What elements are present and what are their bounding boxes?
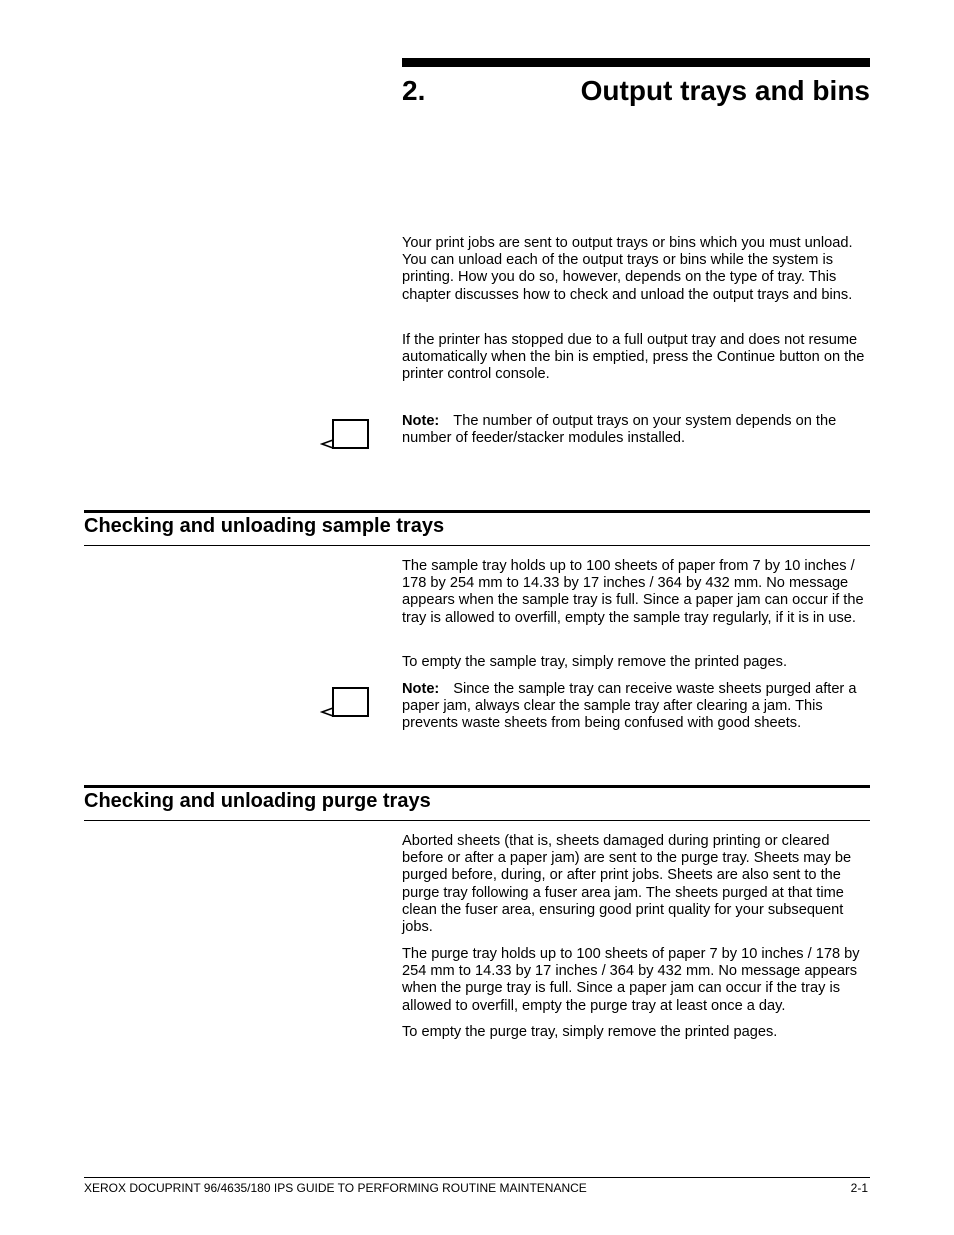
chapter-title: Output trays and bins (580, 75, 870, 106)
chapter-number: 2. (402, 75, 426, 106)
chapter-top-rule (402, 58, 870, 67)
section-heading-purge-trays: Checking and unloading purge trays (84, 790, 431, 812)
section-rule-top (84, 785, 870, 788)
note-text: The number of output trays on your system depends on the number of feeder/stacker modules installed. (402, 413, 837, 447)
footer-document-title: XEROX DOCUPRINT 96/4635/180 IPS GUIDE TO PERFORMING ROUTINE MAINTENANCE (84, 1181, 587, 1195)
purge-paragraph-3: To empty the purge tray, simply remove the printed pages. (402, 1024, 778, 1040)
sample-paragraph-2: To empty the sample tray, simply remove the printed pages. (402, 654, 788, 670)
sample-note (402, 681, 872, 733)
sample-paragraph-1: The sample tray holds up to 100 sheets of paper from 7 by 10 inches / 178 by 254 mm to 14.33 by 17 inches / 364 by 432 mm. No message appears when the sample tray is full. Since a paper jam can occur if the tray is allowed to overfill, empty the sample tray regularly, if it is in use. (402, 558, 864, 626)
note-icon (320, 418, 370, 450)
footer-rule (84, 1177, 870, 1178)
section-heading-sample-trays: Checking and unloading sample trays (84, 515, 445, 537)
footer-page-number: 2-1 (850, 1181, 868, 1195)
note-icon (320, 686, 370, 718)
section-rule-bottom (84, 820, 870, 821)
note-label: Note: (402, 413, 440, 429)
intro-paragraph-2: If the printer has stopped due to a full output tray and does not resume automatically when the bin is emptied, press the Continue button on the printer control console. (402, 332, 865, 383)
note-label: Note: (402, 681, 440, 697)
section-rule-bottom (84, 545, 870, 546)
section-rule-top (84, 510, 870, 513)
purge-paragraph-1: Aborted sheets (that is, sheets damaged during printing or cleared before or after a paper jam) are sent to the purge tray. Sheets may be purged before, during, or after print jobs. Sheets are also sent to the purge tray following a fuser area jam. The sheets purged at that time clean the fuser area, ensuring good print quality for your subsequent jobs. (402, 833, 852, 936)
intro-note (402, 413, 872, 447)
intro-paragraph-1: Your print jobs are sent to output trays or bins which you must unload. You can unload each of the output trays or bins while the system is printing. How you do so, however, depends on the type of tray. This chapter discusses how to check and unload the output trays and bins. (402, 235, 853, 303)
purge-paragraph-2: The purge tray holds up to 100 sheets of paper 7 by 10 inches / 178 by 254 mm to 14.33 by 17 inches / 364 by 432 mm. No message appears when the purge tray is full. Since a paper jam can occur if the tray is allowed to overfill, empty the purge tray at least once a day. (402, 946, 860, 1014)
note-text: Since the sample tray can receive waste sheets purged after a paper jam, always clear the sample tray after clearing a jam. This prevents waste sheets from being confused with good sheets. (402, 681, 857, 732)
